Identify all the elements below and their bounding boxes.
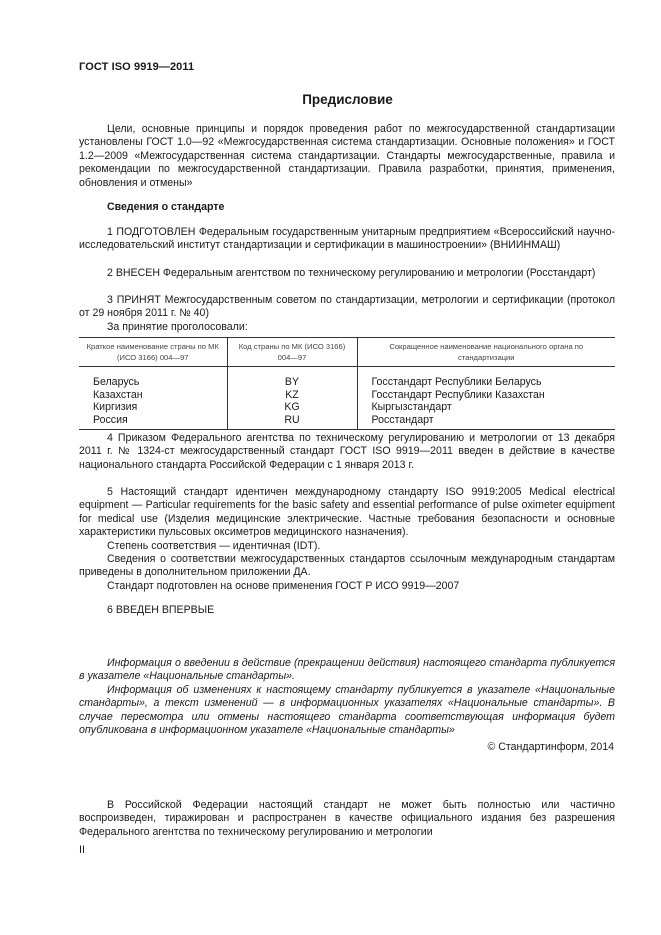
cell-country: Казахстан xyxy=(79,389,227,402)
info-heading: Сведения о стандарте xyxy=(107,201,225,213)
item-3-adopted: 3 ПРИНЯТ Межгосударственным советом по стандартизации, метрологии и сертификации (протокол от 29 ноября 2011 г. № 40) xyxy=(79,294,615,320)
voting-table xyxy=(79,337,615,430)
notice-block xyxy=(79,657,615,737)
table-row xyxy=(79,414,615,430)
cell-body: Госстандарт Республики Казахстан xyxy=(371,388,545,401)
cell-country: Беларусь xyxy=(79,367,227,389)
notice-changes: Информация об изменениях к настоящему стандарту публикуется в указателе «Национальные стандарты», а текст изменений — в информационных указателях «Национальные стандарты». В случае пересмотра или отмены настоящего стандарта соответствующая информация будет опубликована в информационном указателе «Национальные стандарты» xyxy=(79,683,615,737)
cell-country: Киргизия xyxy=(79,401,227,414)
copyright: © Стандартинформ, 2014 xyxy=(487,741,614,753)
item-2-introduced: 2 ВНЕСЕН Федеральным агентством по техническому регулированию и метрологии (Росстандарт) xyxy=(107,267,596,279)
table-header-row xyxy=(79,338,615,367)
vote-label: За принятие проголосовали: xyxy=(107,321,248,333)
item-4-order: 4 Приказом Федерального агентства по техническому регулированию и метрологии от 13 декабря 2011 г. № 1324-ст межгосударственный стандарт ГОСТ ISO 9919—2011 введен в действие в качестве национального стандарта Российской Федерации с 1 января 2013 г. xyxy=(79,432,615,471)
item-1-prepared: 1 ПОДГОТОВЛЕН Федеральным государственным унитарным предприятием «Всероссийский научно-исследовательский институт стандартизации и сертификации в машиностроении» (ВНИИНМАШ) xyxy=(79,226,615,252)
cell-code: RU xyxy=(227,414,357,430)
page-number: II xyxy=(79,844,85,856)
table-row xyxy=(79,401,615,414)
item-5-identical: 5 Настоящий стандарт идентичен международному стандарту ISO 9919:2005 Medical electrical equipment — Particular requirements for the basic safety and essential performance of pulse oximeter equipment for medical use (Изделия медицинские электрические. Частные требования безопасности и основные характеристики пульсовых оксиметров медицинского назначения). xyxy=(79,486,615,539)
cell-body: Росстандарт xyxy=(357,414,615,430)
item-5-basis: Стандарт подготовлен на основе применения ГОСТ Р ИСО 9919—2007 xyxy=(107,579,460,592)
table-row xyxy=(79,389,615,402)
cell-code: KG xyxy=(227,401,357,414)
cell-body: Кыргызстандарт xyxy=(371,401,452,413)
notice-introduction: Информация о введении в действие (прекращении действия) настоящего стандарта публикуется в указателе «Национальные стандарты». xyxy=(79,657,615,683)
header-country-code: Код страны по МК (ИСО 3166) 004—97 xyxy=(227,338,357,367)
cell-code: KZ xyxy=(227,389,357,402)
item-5-degree: Степень соответствия — идентичная (IDT). xyxy=(107,539,321,552)
rights-notice: В Российской Федерации настоящий стандарт не может быть полностью или частично воспроизведен, тиражирован и распространен в качестве официального издания без разрешения Федерального агентства по техническому регулированию и метрологии xyxy=(79,799,615,838)
intro-paragraph: Цели, основные принципы и порядок проведения работ по межгосударственной стандартизации установлены ГОСТ 1.0—92 «Межгосударственная система стандартизации. Основные положения» и ГОСТ 1.2—2009 «Межгосударственная система стандартизации. Стандарты межгосударственные, правила и рекомендации по межгосударственной стандартизации. Правила разработки, принятия, применения, обновления и отмены» xyxy=(79,123,615,189)
cell-body: Госстандарт Республики Беларусь xyxy=(371,376,542,388)
table-row xyxy=(79,367,615,389)
standard-code: ГОСТ ISO 9919—2011 xyxy=(79,61,195,73)
page-title: Предисловие xyxy=(302,92,393,107)
item-5-references: Сведения о соответствии межгосударственных стандартов ссылочным международным стандартам приведены в дополнительном приложении ДА. xyxy=(79,553,615,579)
item-6-first-introduced: 6 ВВЕДЕН ВПЕРВЫЕ xyxy=(107,604,215,616)
cell-country: Россия xyxy=(79,414,227,430)
header-national-body: Сокращенное наименование национального органа по стандартизации xyxy=(357,338,615,367)
item-5-block xyxy=(79,486,615,593)
header-country-name: Краткое наименование страны по МК (ИСО 3166) 004—97 xyxy=(79,338,227,367)
cell-code: BY xyxy=(227,367,357,389)
